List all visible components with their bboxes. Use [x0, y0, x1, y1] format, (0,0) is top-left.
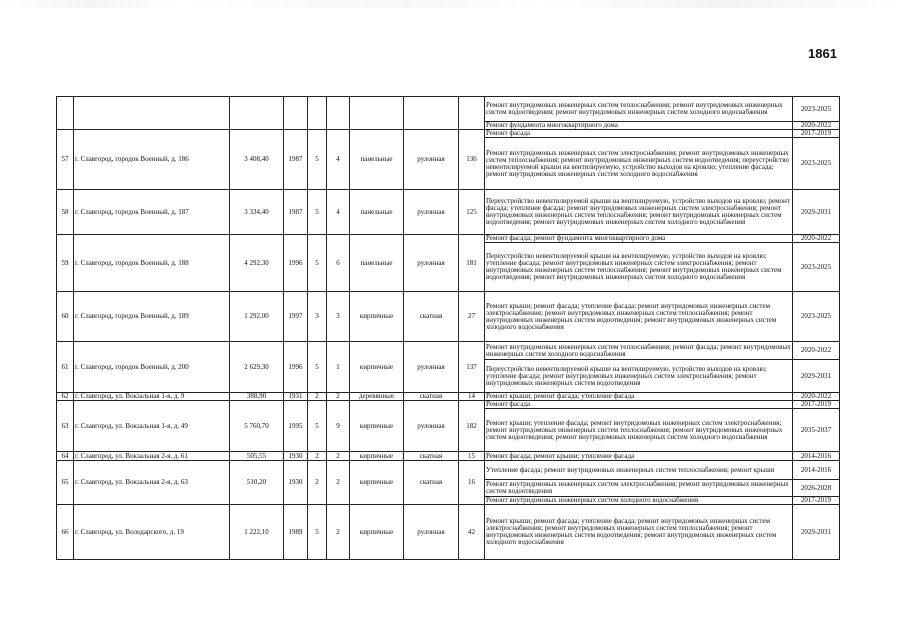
page-number: 1861: [808, 46, 837, 61]
work-type-cell: Ремонт внутридомовых инженерных систем электроснабжения; ремонт внутридомовых инженерных систем теплоснабжения; ремонт внутридомовых инженерных систем водоотведения; переустройство невентилируемой крыши на вентилируемую, устройство выходов на кровлю; утепление фасада; ремонт внутридомовых инженерных систем холодного водоснабжения: [485, 138, 793, 190]
roof-type-cell: рулонная: [404, 235, 459, 292]
area-cell: 510,20: [230, 461, 284, 505]
area-cell: 3 334,40: [230, 190, 284, 235]
table-row: [57, 292, 840, 342]
row-number-cell: 61: [57, 342, 74, 393]
address-cell: г. Славгород, городок Военный, д. 187: [74, 190, 230, 235]
year-built-cell: 1987: [284, 190, 308, 235]
address-cell: г. Славгород, ул. Вокзальная 1-я, д. 9: [74, 393, 230, 401]
residents-cell: [459, 97, 485, 130]
row-number-cell: 58: [57, 190, 74, 235]
area-cell: 5 760,70: [230, 401, 284, 452]
period-cell: 2035-2037: [793, 409, 840, 452]
work-type-cell: Переустройство невентилируемой крыши на вентилируемую, устройство выходов на кровлю; утепление фасада; ремонт внутридомовых инженерных систем электроснабжения; ремонт внутридомовых инженерных систем водоотведения: [485, 360, 793, 393]
residents-cell: 136: [459, 130, 485, 190]
period-cell: 2023-2025: [793, 292, 840, 342]
address-cell: г. Славгород, ул. Вокзальная 1-я, д. 49: [74, 401, 230, 452]
floors-cell: 5: [308, 130, 327, 190]
table-row: [57, 342, 840, 360]
address-cell: г. Славгород, городок Военный, д. 188: [74, 235, 230, 292]
work-type-cell: Ремонт фасада: [485, 130, 793, 138]
residents-cell: 14: [459, 393, 485, 401]
wall-material-cell: кирпичные: [350, 505, 404, 560]
roof-type-cell: скатная: [404, 461, 459, 505]
table-row: [57, 130, 840, 138]
period-cell: 2020-2022: [793, 122, 840, 130]
row-number-cell: 65: [57, 461, 74, 505]
year-built-cell: 1930: [284, 452, 308, 461]
floors-cell: 2: [308, 452, 327, 461]
year-built-cell: 1930: [284, 461, 308, 505]
row-number-cell: 62: [57, 393, 74, 401]
address-cell: г. Славгород, городок Военный, д. 186: [74, 130, 230, 190]
area-cell: [230, 97, 284, 130]
period-cell: 2029-2031: [793, 360, 840, 393]
area-cell: 1 222,10: [230, 505, 284, 560]
wall-material-cell: кирпичные: [350, 452, 404, 461]
period-cell: 2029-2031: [793, 190, 840, 235]
residents-cell: 137: [459, 342, 485, 393]
address-cell: [74, 97, 230, 130]
residents-cell: 27: [459, 292, 485, 342]
entrances-cell: 9: [327, 401, 350, 452]
housing-repair-table: [56, 96, 840, 560]
entrances-cell: 1: [327, 342, 350, 393]
roof-type-cell: [404, 97, 459, 130]
work-type-cell: Ремонт фасада; ремонт фундамента многоквартирного дома: [485, 235, 793, 243]
floors-cell: 5: [308, 342, 327, 393]
period-cell: 2014-2016: [793, 461, 840, 480]
area-cell: 2 629,30: [230, 342, 284, 393]
residents-cell: 125: [459, 190, 485, 235]
wall-material-cell: панельные: [350, 235, 404, 292]
wall-material-cell: панельные: [350, 190, 404, 235]
year-built-cell: 1997: [284, 292, 308, 342]
roof-type-cell: рулонная: [404, 401, 459, 452]
entrances-cell: 6: [327, 235, 350, 292]
work-type-cell: Ремонт внутридомовых инженерных систем электроснабжения; ремонт внутридомовых инженерных систем водоотведения: [485, 480, 793, 497]
period-cell: 2014-2016: [793, 452, 840, 461]
roof-type-cell: рулонная: [404, 505, 459, 560]
entrances-cell: 2: [327, 393, 350, 401]
scan-top-edge: [0, 0, 904, 8]
wall-material-cell: кирпичные: [350, 292, 404, 342]
year-built-cell: [284, 97, 308, 130]
work-type-cell: Утепление фасада; ремонт внутридомовых инженерных систем теплоснабжения; ремонт крыши: [485, 461, 793, 480]
table-row: [57, 461, 840, 480]
work-type-cell: Ремонт крыши; ремонт фасада; утепление фасада: [485, 393, 793, 401]
work-type-cell: Переустройство невентилируемой крыши на вентилируемую, устройство выходов на кровлю; ремонт фасада; утепление фасада; ремонт внутридомовых инженерных систем электроснабжения; ремонт внутридомовых инженерных систем теплоснабжения; ремонт внутридомовых инженерных систем водоотведения; ремонт внутридомовых инженерных систем холодного водоснабжения: [485, 190, 793, 235]
work-type-cell: Ремонт фасада: [485, 401, 793, 409]
wall-material-cell: панельные: [350, 130, 404, 190]
table-row: [57, 190, 840, 235]
residents-cell: 42: [459, 505, 485, 560]
roof-type-cell: скатная: [404, 292, 459, 342]
entrances-cell: 2: [327, 452, 350, 461]
table-row: [57, 235, 840, 243]
roof-type-cell: рулонная: [404, 342, 459, 393]
floors-cell: 2: [308, 461, 327, 505]
entrances-cell: 2: [327, 505, 350, 560]
table-row: [57, 401, 840, 409]
year-built-cell: 1995: [284, 401, 308, 452]
work-type-cell: Ремонт крыши; ремонт фасада; утепление фасада; ремонт внутридомовых инженерных систем электроснабжения; ремонт внутридомовых инженерных систем теплоснабжения; ремонт внутридомовых инженерных систем водоотведения; ремонт внутридомовых инженерных систем холодного водоснабжения: [485, 292, 793, 342]
period-cell: 2017-2019: [793, 497, 840, 505]
entrances-cell: [327, 97, 350, 130]
row-number-cell: 66: [57, 505, 74, 560]
address-cell: г. Славгород, ул. Вокзальная 2-я, д. 61: [74, 452, 230, 461]
row-number-cell: [57, 97, 74, 130]
residents-cell: 182: [459, 401, 485, 452]
year-built-cell: 1996: [284, 235, 308, 292]
year-built-cell: 1996: [284, 342, 308, 393]
period-cell: 2023-2025: [793, 243, 840, 292]
work-type-cell: Ремонт внутридомовых инженерных систем холодного водоснабжения: [485, 497, 793, 505]
roof-type-cell: скатная: [404, 452, 459, 461]
table-row: [57, 97, 840, 122]
period-cell: 2026-2028: [793, 480, 840, 497]
address-cell: г. Славгород, ул. Володарского, д. 19: [74, 505, 230, 560]
address-cell: г. Славгород, городок Военный, д. 200: [74, 342, 230, 393]
roof-type-cell: скатная: [404, 393, 459, 401]
period-cell: 2023-2025: [793, 97, 840, 122]
entrances-cell: 3: [327, 292, 350, 342]
floors-cell: 5: [308, 235, 327, 292]
table-row: [57, 505, 840, 560]
floors-cell: 5: [308, 505, 327, 560]
period-cell: 2017-2019: [793, 130, 840, 138]
roof-type-cell: рулонная: [404, 190, 459, 235]
roof-type-cell: рулонная: [404, 130, 459, 190]
year-built-cell: 1931: [284, 393, 308, 401]
row-number-cell: 60: [57, 292, 74, 342]
work-type-cell: Переустройство невентилируемой крыши на вентилируемую, устройство выходов на кровлю; утепление фасада; ремонт внутридомовых инженерных систем электроснабжения; ремонт внутридомовых инженерных систем теплоснабжения; ремонт внутридомовых инженерных систем водоотведения; ремонт внутридомовых инженерных систем холодного водоснабжения: [485, 243, 793, 292]
work-type-cell: Ремонт крыши; ремонт фасада; утепление фасада; ремонт внутридомовых инженерных систем электроснабжения; ремонт внутридомовых инженерных систем теплоснабжения; ремонт внутридомовых инженерных систем водоотведения; ремонт внутридомовых инженерных систем холодного водоснабжения: [485, 505, 793, 560]
work-type-cell: Ремонт фасада; ремонт крыши; утепление фасада: [485, 452, 793, 461]
residents-cell: 15: [459, 452, 485, 461]
floors-cell: 5: [308, 401, 327, 452]
period-cell: 2029-2031: [793, 505, 840, 560]
area-cell: 3 408,40: [230, 130, 284, 190]
work-type-cell: Ремонт фундамента многоквартирного дома: [485, 122, 793, 130]
wall-material-cell: кирпичные: [350, 461, 404, 505]
row-number-cell: 57: [57, 130, 74, 190]
period-cell: 2017-2019: [793, 401, 840, 409]
entrances-cell: 2: [327, 461, 350, 505]
year-built-cell: 1989: [284, 505, 308, 560]
table-row: [57, 393, 840, 401]
address-cell: г. Славгород, ул. Вокзальная 2-я, д. 63: [74, 461, 230, 505]
residents-cell: 181: [459, 235, 485, 292]
work-type-cell: Ремонт крыши; утепление фасада; ремонт внутридомовых инженерных систем электроснабжения; ремонт внутридомовых инженерных систем теплоснабжения; ремонт внутридомовых инженерных систем водоотведения; ремонт внутридомовых инженерных систем холодного водоснабжения: [485, 409, 793, 452]
floors-cell: 5: [308, 190, 327, 235]
entrances-cell: 4: [327, 190, 350, 235]
row-number-cell: 59: [57, 235, 74, 292]
table-row: [57, 452, 840, 461]
floors-cell: 3: [308, 292, 327, 342]
area-cell: 1 292,00: [230, 292, 284, 342]
area-cell: 505,55: [230, 452, 284, 461]
period-cell: 2020-2022: [793, 235, 840, 243]
year-built-cell: 1987: [284, 130, 308, 190]
wall-material-cell: [350, 97, 404, 130]
work-type-cell: Ремонт внутридомовых инженерных систем теплоснабжения; ремонт фасада; ремонт внутридомовых инженерных систем холодного водоснабжения: [486, 342, 791, 358]
entrances-cell: 4: [327, 130, 350, 190]
address-cell: г. Славгород, городок Военный, д. 189: [74, 292, 230, 342]
area-cell: 4 292,30: [230, 235, 284, 292]
residents-cell: 16: [459, 461, 485, 505]
wall-material-cell: кирпичные: [350, 401, 404, 452]
period-cell: 2020-2022: [793, 393, 840, 401]
period-cell: 2023-2025: [793, 138, 840, 190]
floors-cell: [308, 97, 327, 130]
floors-cell: 2: [308, 393, 327, 401]
work-type-cell: Ремонт внутридомовых инженерных систем теплоснабжения; ремонт внутридомовых инженерных систем водоотведения; ремонт внутридомовых инженерных систем холодного водоснабжения: [485, 97, 793, 122]
wall-material-cell: кирпичные: [350, 342, 404, 393]
wall-material-cell: деревянные: [350, 393, 404, 401]
row-number-cell: 64: [57, 452, 74, 461]
area-cell: 388,90: [230, 393, 284, 401]
row-number-cell: 63: [57, 401, 74, 452]
period-cell: 2020-2022: [793, 342, 840, 360]
